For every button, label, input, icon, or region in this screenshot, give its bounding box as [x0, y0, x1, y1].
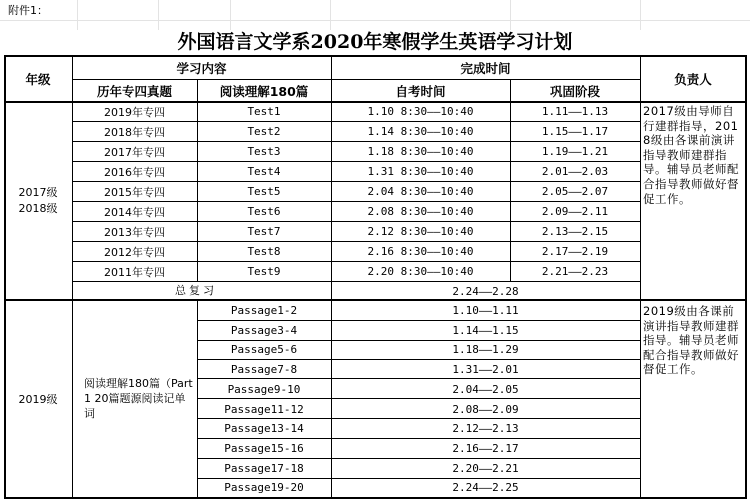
consolidate-cell[interactable]: 2.17——2.19	[541, 245, 609, 258]
past-exam-cell[interactable]: 2012年专四	[104, 245, 165, 259]
passage-dates-cell[interactable]: 1.10——1.11	[452, 304, 519, 317]
consolidate-cell[interactable]: 2.05——2.07	[541, 185, 609, 198]
passage-cell[interactable]: Passage17-18	[224, 461, 304, 475]
self-test-time-cell[interactable]: 1.31 8:30——10:40	[367, 165, 474, 178]
reading-test-cell[interactable]: Test7	[247, 225, 281, 238]
header-responsible[interactable]: 负责人	[674, 72, 712, 87]
passage-cell[interactable]: Passage11-12	[224, 402, 304, 416]
reading-test-cell[interactable]: Test5	[247, 185, 281, 198]
reading-test-cell[interactable]: Test3	[247, 145, 281, 158]
sheet-row-1	[0, 0, 750, 21]
passage-cell[interactable]: Passage13-14	[224, 422, 304, 436]
grade-2017-2018-label: 2017级 2018级	[18, 186, 58, 215]
reading-test-cell[interactable]: Test8	[247, 245, 281, 258]
grade-2017-2018[interactable]	[4, 102, 72, 300]
past-exam-cell[interactable]: 2013年专四	[104, 225, 165, 239]
header-consolidate[interactable]: 巩固阶段	[549, 84, 600, 99]
past-exam-cell[interactable]: 2014年专四	[104, 205, 165, 219]
header-past-exam[interactable]: 历年专四真题	[96, 84, 172, 99]
page-title[interactable]: 外国语言文学系2020年寒假学生英语学习计划	[177, 30, 573, 53]
passage-cell[interactable]: Passage9-10	[227, 382, 301, 396]
header-grade[interactable]: 年级	[25, 72, 51, 87]
reading-test-cell[interactable]: Test6	[247, 205, 281, 218]
past-exam-cell[interactable]: 2011年专四	[104, 265, 165, 279]
passage-cell[interactable]: Passage5-6	[230, 343, 298, 357]
header-content[interactable]: 学习内容	[176, 61, 227, 76]
self-test-time-cell[interactable]: 2.04 8:30——10:40	[367, 185, 474, 198]
passage-dates-cell[interactable]: 2.16——2.17	[452, 441, 519, 455]
consolidate-cell[interactable]: 1.15——1.17	[541, 125, 609, 138]
header-self-test[interactable]: 自考时间	[395, 84, 446, 99]
self-test-time-cell[interactable]: 2.08 8:30——10:40	[367, 205, 474, 218]
consolidate-cell[interactable]: 2.09——2.11	[541, 205, 609, 218]
passage-dates-cell[interactable]: 1.31——2.01	[452, 363, 519, 377]
passage-dates-cell[interactable]: 2.04——2.05	[452, 382, 519, 396]
reading-test-cell[interactable]: Test1	[247, 105, 281, 118]
content-2019[interactable]: 阅读理解180篇（Part1 20篇题源阅读记单词	[84, 377, 193, 420]
passage-dates-cell[interactable]: 2.20——2.21	[452, 461, 519, 475]
header-reading[interactable]: 阅读理解180篇	[219, 84, 309, 99]
passage-cell[interactable]: Passage7-8	[230, 363, 298, 377]
self-test-time-cell[interactable]: 1.14 8:30——10:40	[367, 125, 474, 138]
attachment-label[interactable]: 附件1：	[8, 4, 48, 17]
passage-cell[interactable]: Passage3-4	[230, 323, 298, 337]
reading-test-cell[interactable]: Test2	[247, 125, 281, 138]
passage-dates-cell[interactable]: 2.24——2.25	[452, 481, 519, 495]
passage-dates-cell[interactable]: 2.08——2.09	[452, 402, 519, 416]
consolidate-cell[interactable]: 2.21——2.23	[541, 265, 609, 278]
reading-test-cell[interactable]: Test9	[247, 265, 281, 278]
past-exam-cell[interactable]: 2018年专四	[104, 125, 165, 139]
header-finish-time[interactable]: 完成时间	[460, 61, 511, 76]
responsible-2017-2018[interactable]: 2017级由导师自行建群指导，2018级由各课前演讲指导教师建群指导。辅导员老师配合指导教师做好督促工作。	[643, 104, 739, 206]
self-test-time-cell[interactable]: 2.12 8:30——10:40	[367, 225, 474, 238]
passage-cell[interactable]: Passage1-2	[230, 304, 298, 317]
responsible-2019[interactable]: 2019级由各课前演讲指导教师建群指导。辅导员老师配合指导教师做好督促工作。	[643, 304, 739, 377]
review-label[interactable]: 总复习	[175, 284, 217, 297]
past-exam-cell[interactable]: 2017年专四	[104, 145, 165, 159]
self-test-time-cell[interactable]: 1.10 8:30——10:40	[367, 105, 474, 118]
self-test-time-cell[interactable]: 2.16 8:30——10:40	[367, 245, 474, 258]
reading-test-cell[interactable]: Test4	[247, 165, 281, 178]
consolidate-cell[interactable]: 1.11——1.13	[541, 105, 609, 118]
self-test-time-cell[interactable]: 2.20 8:30——10:40	[367, 265, 474, 278]
passage-cell[interactable]: Passage19-20	[224, 481, 304, 495]
passage-dates-cell[interactable]: 1.18——1.29	[452, 343, 519, 357]
border-line	[4, 497, 746, 499]
grade-2019[interactable]: 2019级	[18, 393, 58, 406]
consolidate-cell[interactable]: 2.13——2.15	[541, 225, 609, 238]
review-dates[interactable]: 2.24——2.28	[452, 284, 519, 298]
passage-dates-cell[interactable]: 1.14——1.15	[452, 323, 519, 337]
past-exam-cell[interactable]: 2016年专四	[104, 165, 165, 179]
past-exam-cell[interactable]: 2015年专四	[104, 185, 165, 199]
self-test-time-cell[interactable]: 1.18 8:30——10:40	[367, 145, 474, 158]
past-exam-cell[interactable]: 2019年专四	[104, 105, 165, 119]
consolidate-cell[interactable]: 2.01——2.03	[541, 165, 609, 178]
passage-dates-cell[interactable]: 2.12——2.13	[452, 422, 519, 436]
consolidate-cell[interactable]: 1.19——1.21	[541, 145, 609, 158]
border-line	[745, 55, 747, 499]
passage-cell[interactable]: Passage15-16	[224, 441, 304, 455]
